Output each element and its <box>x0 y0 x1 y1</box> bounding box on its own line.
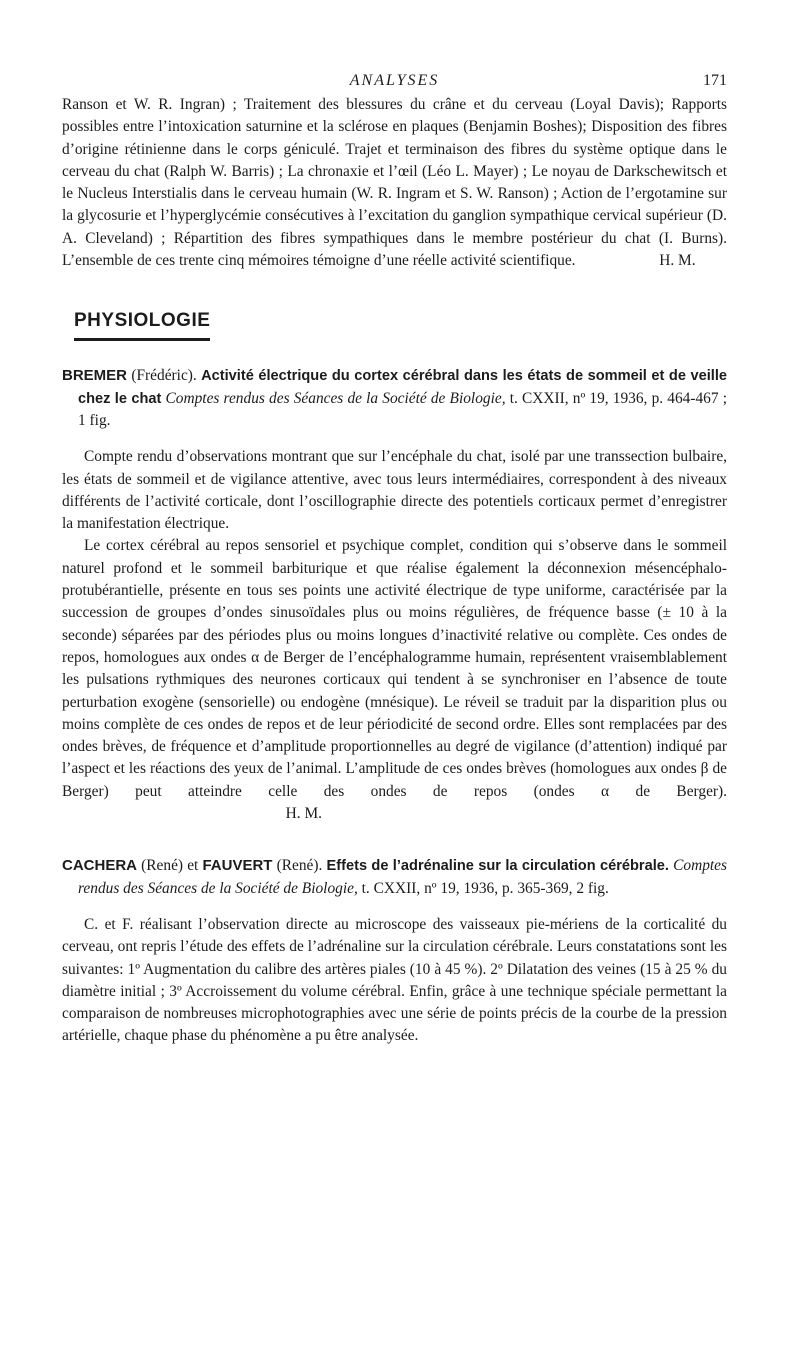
running-head <box>62 64 727 94</box>
review-paragraph-text: Le cortex cérébral au repos sensoriel et psychique complet, condition qui s’observe dans le sommeil naturel profond et le sommeil barbiturique et que réalise également la déconnexion mésencéphalo-protubérantielle, présente en tous ses points une activité électrique de type uniforme, caractérisée par la succession de groupes d’ondes sinusoïdales plus ou moins régulières, de fréquence basse (± 10 à la seconde) séparées par des périodes plus ou moins longues d’inactivité relative ou complète. Ces ondes de repos, homologues aux ondes α de Berger de l’encéphalogramme humain, représentent vraisemblablement les pulsations rythmiques des neurones corticaux qui tendent à se synchroniser en l’absence de toute perturbation exogène (sensorielle) ou endogène (mnésique). Le réveil se traduit par la disparition plus ou moins complète de ces ondes de repos et de leur périodicité de second ordre. Elles sont remplacées par des ondes brèves, de fréquence et d’amplitude proportionnelles au degré de vigilance (d’attention) indiqué par l’aspect et les réactions des yeux de l’animal. L’amplitude de ces ondes brèves (homologues aux ondes β de Berger) peut atteindre celle des ondes de repos (ondes α de Berger). <box>62 537 727 800</box>
review-paragraph <box>62 535 727 825</box>
carryover-text: Ranson et W. R. Ingran) ; Traitement des blessures du crâne et du cerveau (Loyal Davis); Rapports possibles entre l’intoxication saturnine et la sclérose en plaques (Benjamin Boshes); Disposition des fibres d’origine rétinienne dans le corps géniculé. Trajet et terminaison des fibres du système optique dans le cerveau du chat (Ralph W. Barris) ; La chronaxie et l’œil (Léo L. Mayer) ; Le noyau de Darkschewitsch et le Nucleus Interstialis dans le cerveau humain (W. R. Ingram et S. W. Ranson) ; Action de l’ergotamine sur la glycosurie et l’hyperglycémie consécutives à l’excitation du ganglion sympathique cervical supérieur (D. A. Cleveland) ; Répartition des fibres sympathiques dans le membre postérieur du chat (I. Burns). L’ensemble de ces trente cinq mémoires témoigne d’une réelle activité scientifique. <box>62 96 727 270</box>
journal-name: Comptes rendus des Séances de la Société de Biologie, <box>165 389 506 407</box>
author-given-name: (René). <box>276 857 323 875</box>
document-page <box>62 64 727 1048</box>
section-physiologie <box>62 310 727 341</box>
reviewer-signature: H. M. <box>285 805 322 823</box>
author-given-name: (René) <box>141 857 184 875</box>
article-title: Effets de l’adrénaline sur la circulation cérébrale. <box>326 858 669 875</box>
carryover-signature: H. M. <box>659 252 696 270</box>
section-heading: PHYSIOLOGIE <box>74 310 210 341</box>
review-paragraph: Compte rendu d’observations montrant que sur l’encéphale du chat, isolé par une transsection bulbaire, les états de sommeil et de vigilance attentive, avec tous leurs intermédiaires, correspondent à des niveaux différents de l’activité corticale, dont l’oscillographie directe des potentiels corticaux permet d’enregistrer la manifestation électrique. <box>62 448 727 533</box>
citation-details: t. CXXII, nº 19, 1936, p. 464-467 ; 1 fig. <box>78 389 728 429</box>
entry-citation-header <box>62 365 727 432</box>
review-entry-bremer <box>62 365 727 825</box>
author-surname: CACHERA <box>62 857 137 875</box>
entry-citation-header <box>62 855 727 900</box>
citation-details: t. CXXII, nº 19, 1936, p. 365-369, 2 fig. <box>361 879 609 897</box>
author-surname: BREMER <box>62 367 128 385</box>
review-paragraph: C. et F. réalisant l’observation directe au microscope des vaisseaux pie-mériens de la corticalité du cerveau, ont repris l’étude des effets de l’adrénaline sur la circulation cérébrale. Leurs constatations sont les suivantes: 1º Augmentation du calibre des artères piales (10 à 45 %). 2º Dilatation des veines (15 à 25 % du diamètre initial ; 3º Accroissement du volume cérébral. Enfin, grâce à une technique spéciale permettant la comparaison de nombreuses microphotographies avec une série de points précis de la courbe de la pression artérielle, chaque phase du phénomène a pu être analysée. <box>62 915 727 1045</box>
author-surname: FAUVERT <box>202 857 273 875</box>
running-title: ANALYSES <box>349 72 440 89</box>
article-title: Activité électrique du cortex cérébral dans les états de sommeil et de veille chez le chat <box>78 368 727 407</box>
carryover-paragraph <box>62 94 727 272</box>
author-given-name: (Frédéric). <box>131 367 197 385</box>
review-entry-cachera-fauvert <box>62 855 727 1047</box>
journal-name: Comptes rendus des Séances de la Société de Biologie, <box>78 857 727 897</box>
page-number: 171 <box>703 72 727 89</box>
author-connector: et <box>187 857 199 875</box>
